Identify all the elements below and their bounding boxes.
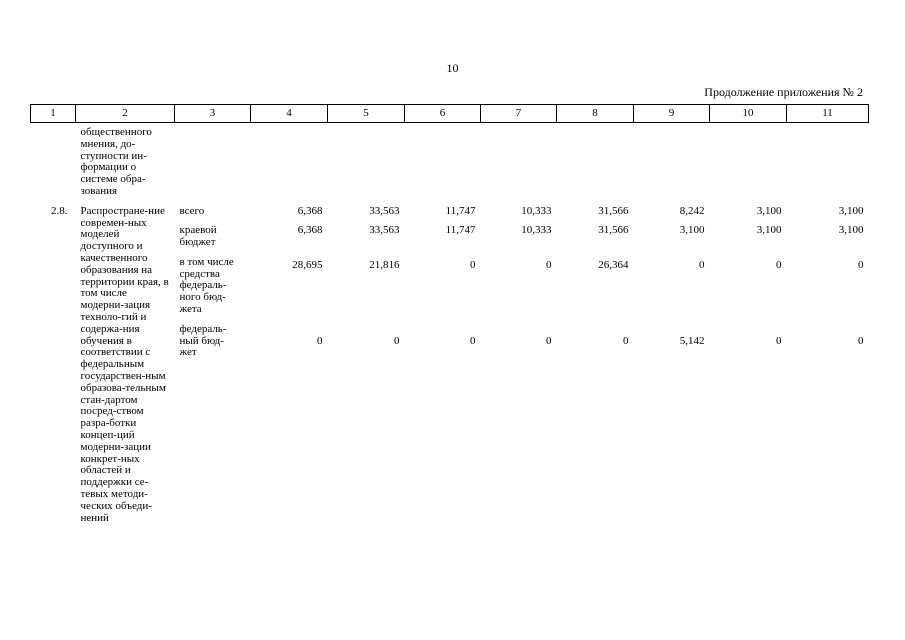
- value-cell: 28,695: [292, 258, 323, 271]
- value-cell: 8,242: [679, 204, 705, 217]
- value-cell: 0: [546, 334, 552, 347]
- value-cell: 3,100: [756, 204, 782, 217]
- value-cell: 6,368: [297, 223, 323, 236]
- value-cell: 11,747: [445, 223, 476, 236]
- value-cell: 33,563: [369, 204, 400, 217]
- value-cell: 11,747: [445, 204, 476, 217]
- table-row: [31, 206, 869, 225]
- value-cell: 10,333: [521, 204, 552, 217]
- header-cell: 9: [634, 105, 710, 123]
- value-cell: 3,100: [679, 223, 705, 236]
- value-cell: 0: [546, 258, 552, 271]
- value-cell: 3,100: [838, 204, 864, 217]
- value-cell: 0: [394, 334, 400, 347]
- value-cell: 0: [470, 334, 476, 347]
- funding-source-label: федераль-ный бюд-жет: [179, 322, 227, 359]
- header-cell: 1: [31, 105, 76, 123]
- value-cell: 31,566: [598, 223, 629, 236]
- page-number: 10: [446, 61, 459, 75]
- value-cell: 0: [858, 258, 864, 271]
- header-cell: 6: [405, 105, 481, 123]
- header-cell: 8: [557, 105, 634, 123]
- value-cell: 21,816: [369, 258, 400, 271]
- row-number: 2.8.: [51, 204, 68, 217]
- header-cell: 4: [251, 105, 328, 123]
- continued-description-text: общественного мнения, до-ступности ин-формации о системе обра-зования: [80, 126, 152, 197]
- row-description: [76, 206, 175, 564]
- value-cell: 0: [317, 334, 323, 347]
- header-cell: 3: [175, 105, 251, 123]
- header-cell: 2: [76, 105, 175, 123]
- row-description-text: Распростране-ние современ-ных моделей доступного и качественного образования на территории края, в том числе модерни-зация техноло-гий и содержа-ния обучения в соответствии с федеральным государствен-ным образова-тельным стан-дартом посред-ством разра-ботки концеп-ций модерни-зации конкрет-ных областей и поддержки се-тевых методи-ческих объеди-нений: [80, 204, 169, 524]
- header-cell: 5: [328, 105, 405, 123]
- header-cell: 7: [481, 105, 557, 123]
- value-cell: 10,333: [521, 223, 552, 236]
- value-cell: 3,100: [838, 223, 864, 236]
- continued-description: [76, 123, 175, 198]
- value-cell: 33,563: [369, 223, 400, 236]
- value-cell: 3,100: [756, 223, 782, 236]
- value-cell: 0: [699, 258, 705, 271]
- header-cell: 11: [787, 105, 869, 123]
- value-cell: 5,142: [679, 334, 705, 347]
- value-cell: 6,368: [297, 204, 323, 217]
- funding-source-label: краевой бюджет: [179, 223, 217, 248]
- value-cell: 0: [470, 258, 476, 271]
- column-number-header-row: [31, 105, 869, 123]
- value-cell: 0: [776, 334, 782, 347]
- appendix-table: [30, 104, 869, 564]
- header-cell: 10: [710, 105, 787, 123]
- value-cell: 31,566: [598, 204, 629, 217]
- continued-row: [31, 123, 869, 198]
- value-cell: 0: [623, 334, 629, 347]
- appendix-continuation-note: Продолжение приложения № 2: [704, 85, 863, 99]
- value-cell: 0: [776, 258, 782, 271]
- value-cell: 26,364: [598, 258, 629, 271]
- funding-source-label: всего: [179, 204, 205, 217]
- value-cell: 0: [858, 334, 864, 347]
- funding-source-label: в том числе средства федераль-ного бюд-жета: [179, 255, 234, 315]
